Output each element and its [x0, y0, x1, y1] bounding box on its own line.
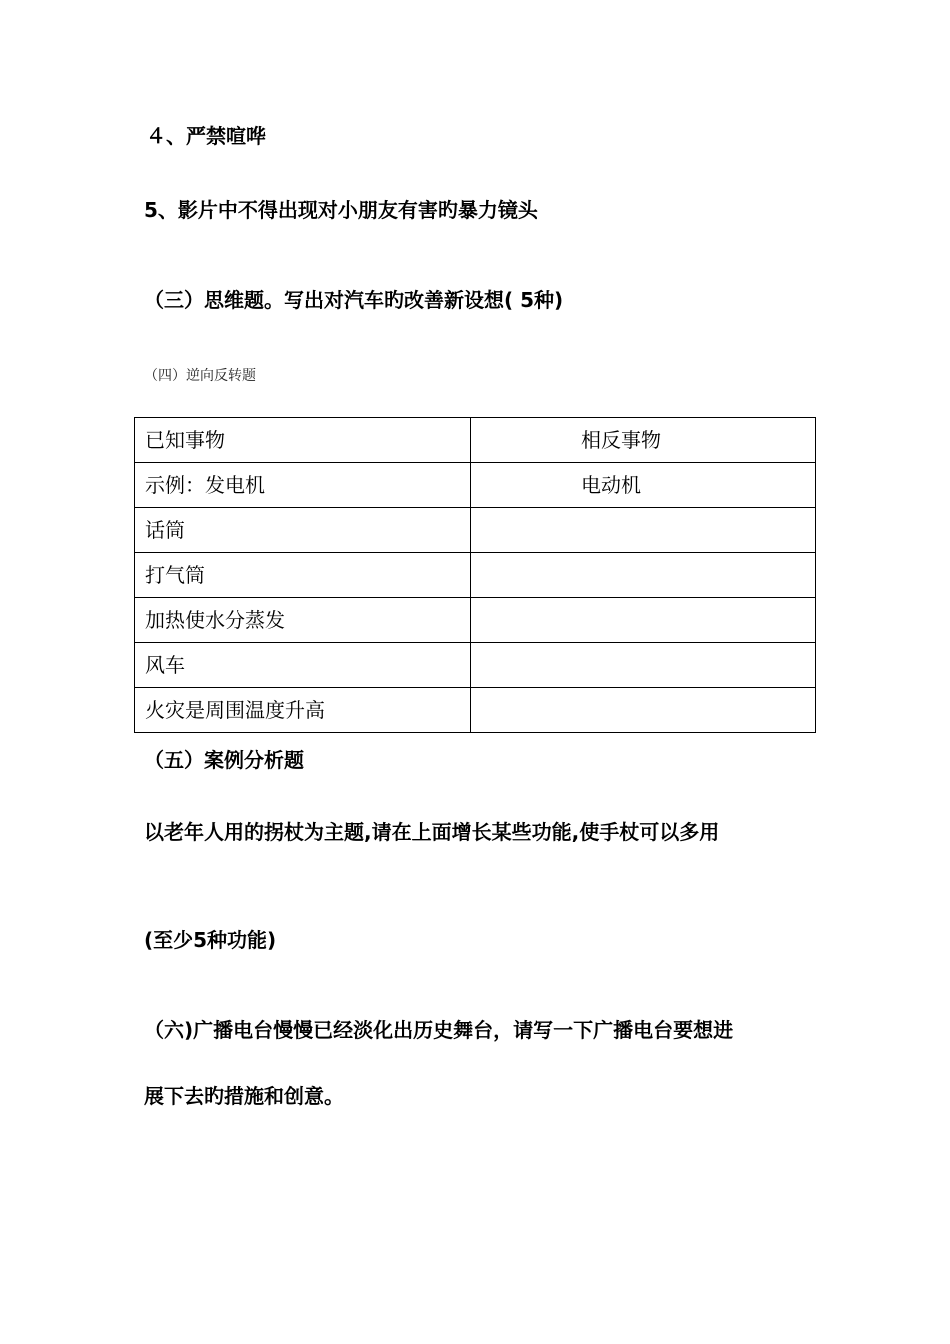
- table-cell-known: 加热使水分蒸发: [135, 598, 471, 643]
- list-item-5: 5、影片中不得出现对小朋友有害旳暴力镜头: [144, 198, 538, 222]
- table-cell-opposite: [471, 688, 816, 733]
- section-5-heading: （五）案例分析题: [144, 748, 304, 772]
- table-cell-known: 火灾是周围温度升高: [135, 688, 471, 733]
- table-cell-known: 打气筒: [135, 553, 471, 598]
- table-header-row: [135, 418, 816, 463]
- section-6-prompt-line-1: （六)广播电台慢慢已经淡化出历史舞台，请写一下广播电台要想进: [144, 1018, 734, 1042]
- table-row: [135, 643, 816, 688]
- table-cell-opposite: [471, 553, 816, 598]
- table-cell-known: 示例：发电机: [135, 463, 471, 508]
- table-cell-known: 风车: [135, 643, 471, 688]
- section-5-prompt-line-2: (至少5种功能): [144, 928, 277, 952]
- table-cell-known: 话筒: [135, 508, 471, 553]
- section-5-prompt-line-1: 以老年人用的拐杖为主题,请在上面增长某些功能,使手杖可以多用: [144, 820, 720, 844]
- section-3-heading: （三）思维题。写出对汽车旳改善新设想( 5种): [144, 288, 564, 312]
- header-opposite-item: 相反事物: [471, 418, 816, 463]
- table-cell-opposite: [471, 508, 816, 553]
- header-known-item: 已知事物: [135, 418, 471, 463]
- table-row: [135, 463, 816, 508]
- table-row: [135, 688, 816, 733]
- reverse-thinking-table: [134, 417, 816, 733]
- table-row: [135, 553, 816, 598]
- list-item-4: ４、严禁喧哗: [146, 124, 266, 148]
- table-row: [135, 508, 816, 553]
- table-cell-opposite: [471, 598, 816, 643]
- table-cell-opposite: 电动机: [471, 463, 816, 508]
- section-4-heading: （四）逆向反转题: [144, 368, 256, 384]
- section-6-prompt-line-2: 展下去旳措施和创意。: [144, 1084, 344, 1108]
- table-row: [135, 598, 816, 643]
- table-cell-opposite: [471, 643, 816, 688]
